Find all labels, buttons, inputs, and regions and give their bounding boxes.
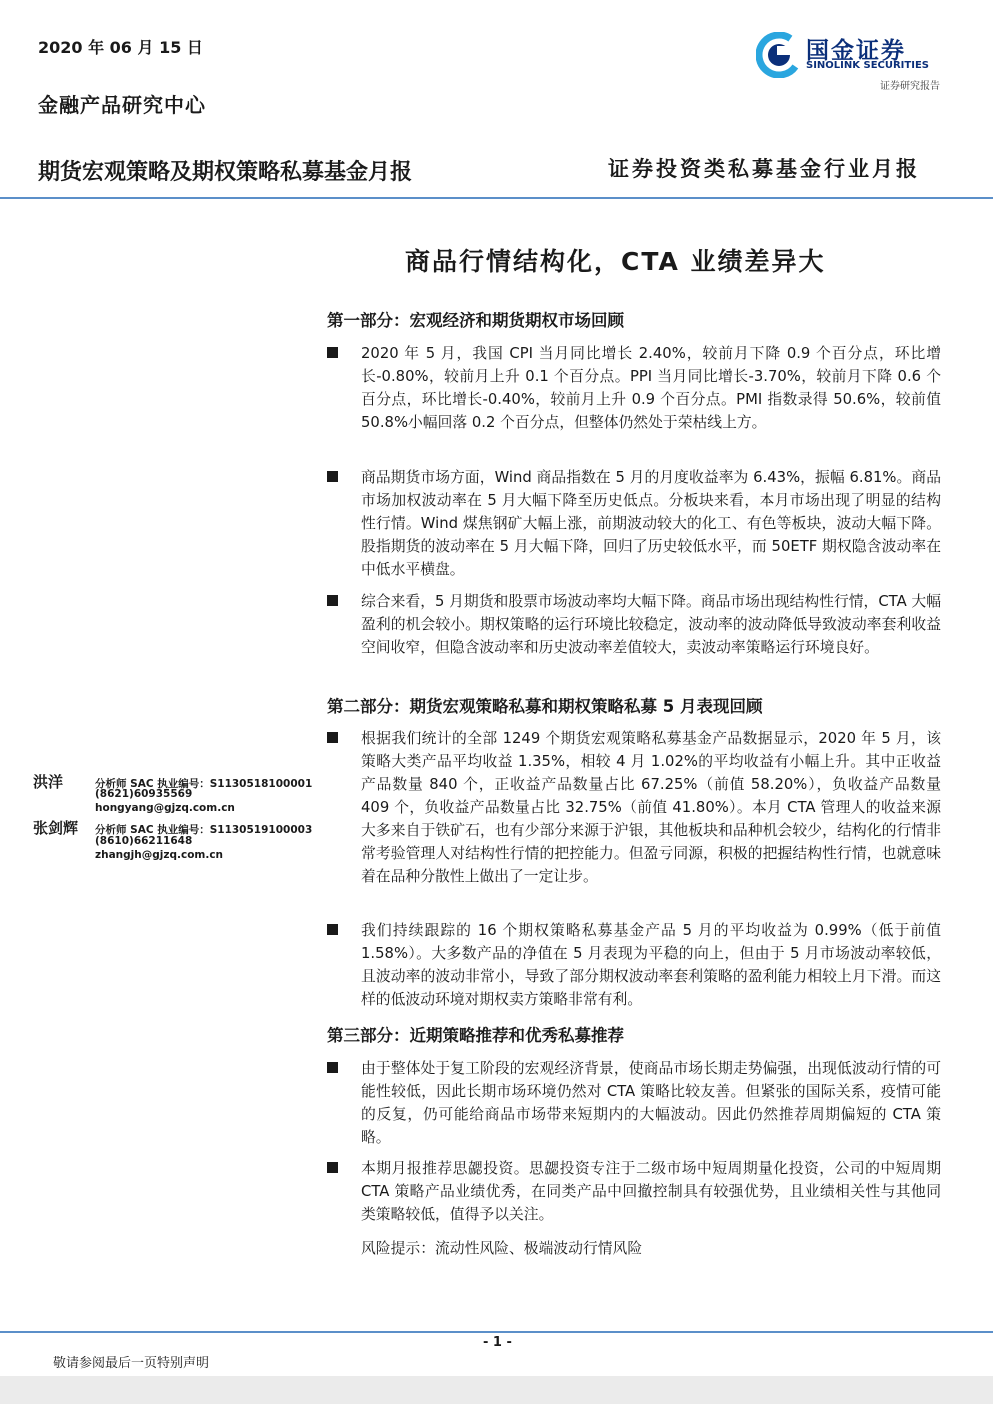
section-title: 第三部分：近期策略推荐和优秀私募推荐 [327, 1026, 624, 1045]
logo-text-cn: 国金证券 [806, 38, 906, 64]
logo-subtitle: 证券研究报告 [880, 81, 940, 92]
bullet-text: 本期月报推荐思勰投资。思勰投资专注于二级市场中短周期量化投资，公司的中短周期 CTA 策略产品业绩优秀，在同类产品中回撤控制具有较强优势，且业绩相关性与其他同类策略较低，值得予以关注。 [361, 1160, 941, 1223]
footer-disclaimer: 敬请参阅最后一页特别声明 [53, 1356, 210, 1371]
bullet-item [327, 727, 941, 911]
risk-note: 风险提示：流动性风险、极端波动行情风险 [361, 1240, 643, 1257]
bullet-square-icon [327, 595, 338, 606]
analyst-email[interactable]: hongyang@gjzq.com.cn [95, 802, 235, 814]
section-title: 第二部分：期货宏观策略私募和期权策略私募 5 月表现回顾 [327, 697, 763, 716]
bullet-text: 综合来看，5 月期货和股票市场波动率均大幅下降。商品市场出现结构性行情，CTA 大幅盈利的机会较小。期权策略的运行环境比较稳定，波动率的波动降低导致波动率套利收益空间收窄，但隐含波动率和历史波动率差值较大，卖波动率策略运行环境良好。 [361, 593, 941, 656]
bullet-square-icon [327, 1062, 338, 1073]
bullet-text: 2020 年 5 月，我国 CPI 当月同比增长 2.40%，较前月下降 0.9 个百分点，环比增长-0.80%，较前月上升 0.1 个百分点。PPI 当月同比增长-3.70%，较前月下降 0.6 个百分点，环比增长-0.40%，较前月上升 0.9 个百分点。PMI 指数录得 50.6%，较前值 50.8%小幅回落 0.2 个百分点，但整体仍然处于荣枯线上方。 [361, 345, 941, 431]
bullet-square-icon [327, 924, 338, 935]
company-logo [756, 30, 946, 94]
bullet-item [327, 1157, 941, 1226]
bullet-item [327, 466, 941, 581]
report-date: 2020 年 06 月 15 日 [38, 38, 203, 57]
bullet-square-icon [327, 1162, 338, 1173]
bullet-square-icon [327, 732, 338, 743]
industry-title: 证券投资类私募基金行业月报 [608, 157, 920, 181]
bullet-text: 我们持续跟踪的 16 个期权策略私募基金产品 5 月的平均收益为 0.99%（低于前值 1.58%）。大多数产品的净值在 5 月表现为平稳的向上，但由于 5 月市场波动率较低，且波动率的波动非常小，导致了部分期权波动率套利策略的盈利能力相较上月下滑。而这样的低波动环境对期权卖方策略非常有利。 [361, 922, 941, 1008]
analyst-name: 洪洋 [33, 773, 64, 791]
bullet-item [327, 342, 941, 457]
footer-divider [0, 1331, 993, 1333]
header-divider [0, 197, 993, 199]
sinolink-logo-icon [756, 32, 802, 78]
logo-text-en: SINOLINK SECURITIES [806, 60, 929, 71]
bullet-item [327, 1057, 941, 1149]
bottom-band [0, 1376, 993, 1404]
bullet-text: 根据我们统计的全部 1249 个期货宏观策略私募基金产品数据显示，2020 年 5 月，该策略大类产品平均收益 1.35%，相较 4 月 1.02%的平均收益有小幅上升。其中正收益产品数量 840 个，正收益产品数量占比 67.25%（前值 58.20%），负收益产品数量 409 个，负收益产品数量占比 32.75%（前值 41.80%）。本月 CTA 管理人的收益来源大多来自于铁矿石，也有少部分来源于沪银，其他板块和品种机会较少，结构化的行情非常考验管理人对结构性行情的把控能力。但盈亏同源，积极的把握结构性行情，也就意味着在品种分散性上做出了一定让步。 [361, 730, 941, 885]
analyst-phone: (8621)60935569 [95, 788, 193, 800]
analyst-email[interactable]: zhangjh@gjzq.com.cn [95, 849, 224, 861]
bullet-square-icon [327, 471, 338, 482]
analyst-sac-number: 分析师 SAC 执业编号：S1130518100001 [95, 778, 313, 790]
section-title: 第一部分：宏观经济和期货期权市场回顾 [327, 311, 624, 330]
analyst-sac-number: 分析师 SAC 执业编号：S1130519100003 [95, 824, 313, 836]
page-number: - 1 - [483, 1335, 512, 1350]
bullet-text: 由于整体处于复工阶段的宏观经济背景，使商品市场长期走势偏强，出现低波动行情的可能性较低，因此长期市场环境仍然对 CTA 策略比较友善。但紧张的国际关系，疫情可能的反复，仍可能给商品市场带来短期内的大幅波动。因此仍然推荐周期偏短的 CTA 策略。 [361, 1060, 941, 1146]
report-title: 期货宏观策略及期权策略私募基金月报 [38, 160, 413, 185]
bullet-square-icon [327, 347, 338, 358]
headline: 商品行情结构化，CTA 业绩差异大 [405, 247, 826, 276]
bullet-item [327, 919, 941, 1011]
bullet-text: 商品期货市场方面，Wind 商品指数在 5 月的月度收益率为 6.43%，振幅 6.81%。商品市场加权波动率在 5 月大幅下降至历史低点。分板块来看，本月市场出现了明显的结构性行情。Wind 煤焦钢矿大幅上涨，前期波动较大的化工、有色等板块，波动大幅下降。股指期货的波动率在 5 月大幅下降，回归了历史较低水平，而 50ETF 期权隐含波动率在中低水平横盘。 [361, 469, 941, 578]
bullet-item [327, 590, 941, 682]
analyst-phone: (8610)66211648 [95, 835, 193, 847]
analyst-name: 张剑辉 [33, 819, 79, 837]
research-center: 金融产品研究中心 [38, 93, 206, 117]
